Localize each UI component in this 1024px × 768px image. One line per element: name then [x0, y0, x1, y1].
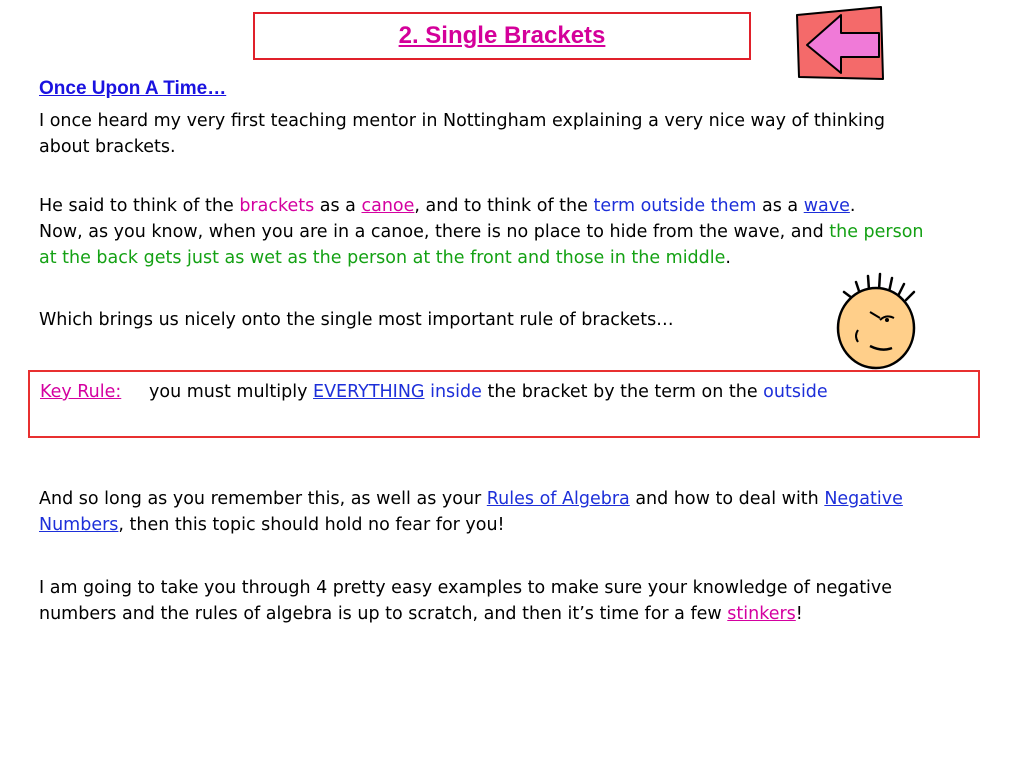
intro-paragraph: I once heard my very first teaching mentor in Nottingham explaining a very nice way of thinking about brackets.: [39, 111, 886, 157]
wave-link[interactable]: wave: [803, 196, 850, 216]
section-heading: Once Upon A Time…: [39, 78, 227, 99]
negative-numbers-link[interactable]: Negative Numbers: [39, 489, 903, 535]
back-arrow-icon: [793, 5, 887, 83]
back-button[interactable]: [793, 5, 887, 83]
term-outside-text: term outside them: [593, 196, 757, 216]
key-rule-box: [28, 370, 980, 438]
stinkers-link[interactable]: stinkers: [727, 604, 796, 624]
everything-link[interactable]: EVERYTHING: [313, 382, 425, 402]
brackets-term: brackets: [239, 196, 315, 216]
rule-intro-paragraph: Which brings us nicely onto the single most important rule of brackets…: [39, 310, 674, 330]
canoe-link[interactable]: canoe: [361, 196, 415, 216]
green-highlight-text: the person at the back gets just as wet as the person at the front and those in the middle: [39, 222, 924, 268]
outside-text: outside: [763, 382, 828, 402]
key-rule-label: Key Rule:: [40, 382, 122, 402]
page-title: 2. Single Brackets: [398, 22, 606, 49]
examples-paragraph: I am going to take you through 4 pretty easy examples to make sure your knowledge of negative numbers and the rules of algebra is up to scratch, and then it’s time for a few stinkers!: [39, 578, 893, 624]
title-box: [253, 12, 751, 60]
algebra-paragraph: And so long as you remember this, as well as your Rules of Algebra and how to deal with Negative Numbers, then this topic should hold no fear for you!: [39, 489, 903, 535]
canoe-paragraph: He said to think of the brackets as a canoe, and to think of the term outside them as a wave. Now, as you know, when you are in a canoe, there is no place to hide from the wave, and the person at the back gets just as wet as the person at the front and those in the middle.: [39, 196, 924, 268]
cartoon-face-icon: [832, 270, 922, 370]
key-rule-text: you must multiply EVERYTHING inside the bracket by the term on the outside: [149, 382, 828, 402]
inside-text: inside: [430, 382, 482, 402]
rules-of-algebra-link[interactable]: Rules of Algebra: [486, 489, 630, 509]
